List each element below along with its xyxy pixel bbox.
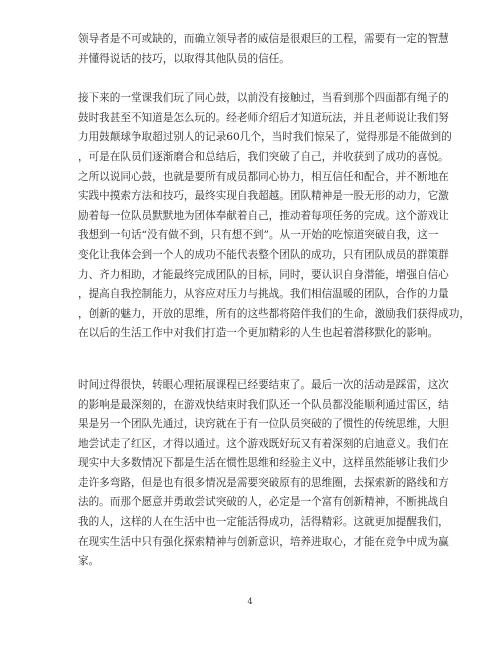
text-line: 在以后的生活工作中对我们打造一个更加精彩的人生也起着潜移默化的影响。 — [78, 327, 439, 340]
text-line: 在现实生活中只有强化探索精神与创新意识，培养进取心，才能在竞争中成为赢 — [78, 535, 449, 548]
text-line: 之所以说同心鼓，也就是要所有成员都同心协力，相互信任和配合，并不断地在 — [78, 170, 449, 183]
text-line: 我的人，这样的人在生活中也一定能活得成功，活得精彩。这就更加提醒我们， — [78, 516, 449, 529]
text-line: 力用鼓颠球争取超过别人的记录60几个，当时我们惊呆了，觉得那是不能做到的 — [78, 131, 452, 144]
text-line: 现实中大多数情况下都是生活在惯性思维和经验主义中，这样虽然能够让我们少 — [78, 457, 449, 470]
paragraph-drum-game — [78, 89, 470, 344]
text-line: 家。 — [78, 555, 100, 568]
text-line: 领导者是不可或缺的，而确立领导者的威信是很艰巨的工程，需要有一定的智慧 — [78, 33, 449, 45]
paragraph-spacer — [78, 69, 424, 89]
text-line: 实践中摸索方法和技巧，最终实现自我超越。团队精神是一股无形的动力，它激 — [78, 190, 449, 203]
text-line: 力、齐力相助，才能最终完成团队的目标，同时，要认识自身潜能，增强自信心 — [78, 268, 449, 281]
text-line: 地尝试走了红区，才得以通过。这个游戏既好玩又有着深刻的启迪意义。我们在 — [78, 437, 449, 450]
document-page — [78, 30, 470, 572]
text-line: 变化让我体会到一个人的成功不能代表整个团队的成功，只有团队成员的群策群 — [78, 248, 449, 261]
text-line: 鼓时我甚至不知道是怎么玩的。经老师介绍后才知道玩法，并且老师说让我们努 — [78, 111, 449, 124]
text-line: 走许多弯路，但是也有很多情况是需要突破原有的思维圈，去探索新的路线和方 — [78, 476, 449, 489]
text-line: ，提高自我控制能力，从容应对压力与挑战。我们相信温暖的团队，合作的力量 — [78, 288, 449, 301]
page-number: 4 — [247, 597, 253, 606]
text-line: 励着每一位队员默默地为团体奉献着自己，推动着每项任务的完成。这个游戏让 — [78, 209, 449, 222]
text-line: 的影响是最深刻的，在游戏快结束时我们队还一个队员都没能顺利通过雷区，结 — [78, 398, 449, 411]
paragraph-spacer — [78, 344, 424, 376]
text-line: 我想到一句话“没有做不到，只有想不到”。从一开始的吃惊道突破自我，这一 — [78, 229, 439, 242]
text-line: 法的。而那个愿意并勇敢尝试突破的人，必定是一个富有创新精神，不断挑战自 — [78, 496, 449, 509]
paragraph-leadership — [78, 30, 449, 69]
text-line: 接下来的一堂课我们玩了同心鼓，以前没有接触过，当看到那个四面都有绳子的 — [78, 92, 449, 105]
text-line: 并懂得说话的技巧，以取得其他队员的信任。 — [78, 52, 290, 65]
text-line: ，可是在队员们逐渐磨合和总结后，我们突破了自己，并收获到了成功的喜悦。 — [78, 150, 449, 163]
text-line: 果是另一个团队先通过，诀窍就在于有一位队员突破的了惯性的传统思维，大胆 — [78, 418, 449, 431]
paragraph-minefield-game — [78, 376, 449, 572]
text-line: ，创新的魅力，开放的思维，所有的这些都将陪伴我们的生命，激励我们获得成功， — [78, 307, 470, 320]
text-line: 时间过得很快，转眼心理拓展课程已经要结束了。最后一次的活动是踩雷，这次 — [78, 378, 449, 391]
